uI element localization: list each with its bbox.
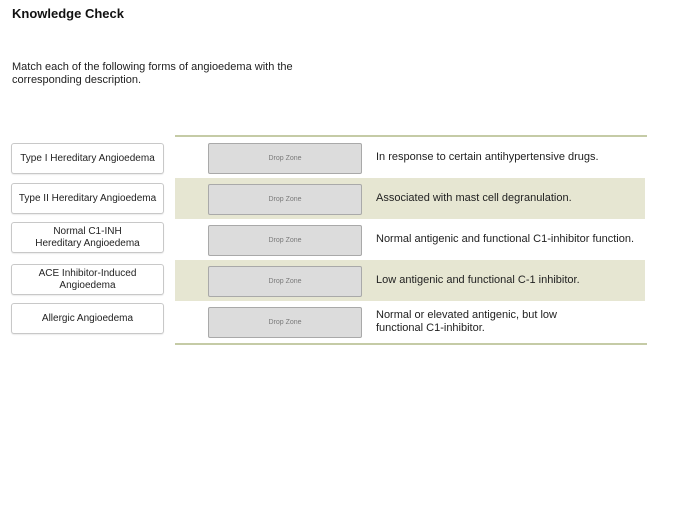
match-row <box>175 301 645 342</box>
row-description: Normal or elevated antigenic, but low functional C1-inhibitor. <box>376 308 557 334</box>
drag-item-label: Type I Hereditary Angioedema <box>20 152 155 164</box>
match-row <box>175 178 645 219</box>
match-row <box>175 137 645 178</box>
match-row <box>175 260 645 301</box>
drag-item-ace-inhibitor[interactable] <box>11 264 164 295</box>
drag-item-label: Type II Hereditary Angioedema <box>18 192 157 204</box>
drop-zone[interactable]: Drop Zone <box>208 225 362 256</box>
table-bottom-rule <box>175 343 647 345</box>
match-table <box>175 135 647 345</box>
drop-zone[interactable]: Drop Zone <box>208 143 362 174</box>
drag-item-normal-c1inh[interactable] <box>11 222 164 253</box>
instructions-text: Match each of the following forms of angioedema with the corresponding description. <box>12 61 293 86</box>
row-description: Associated with mast cell degranulation. <box>376 192 572 204</box>
page-title: Knowledge Check <box>12 6 124 21</box>
row-description: Normal antigenic and functional C1-inhibitor function. <box>376 233 635 245</box>
drop-zone[interactable]: Drop Zone <box>208 307 362 338</box>
row-description: In response to certain antihypertensive drugs. <box>376 151 599 163</box>
drag-item-label: Normal C1-INH Hereditary Angioedema <box>35 225 140 249</box>
drag-item-type2[interactable] <box>11 183 164 214</box>
drag-item-label: Allergic Angioedema <box>41 312 134 324</box>
drop-zone[interactable]: Drop Zone <box>208 266 362 297</box>
drag-item-type1[interactable] <box>11 143 164 174</box>
match-row <box>175 219 645 260</box>
row-description: Low antigenic and functional C-1 inhibitor. <box>376 274 580 286</box>
drag-item-allergic[interactable] <box>11 303 164 334</box>
drag-item-label: ACE Inhibitor-Induced Angioedema <box>38 267 137 291</box>
drop-zone[interactable]: Drop Zone <box>208 184 362 215</box>
